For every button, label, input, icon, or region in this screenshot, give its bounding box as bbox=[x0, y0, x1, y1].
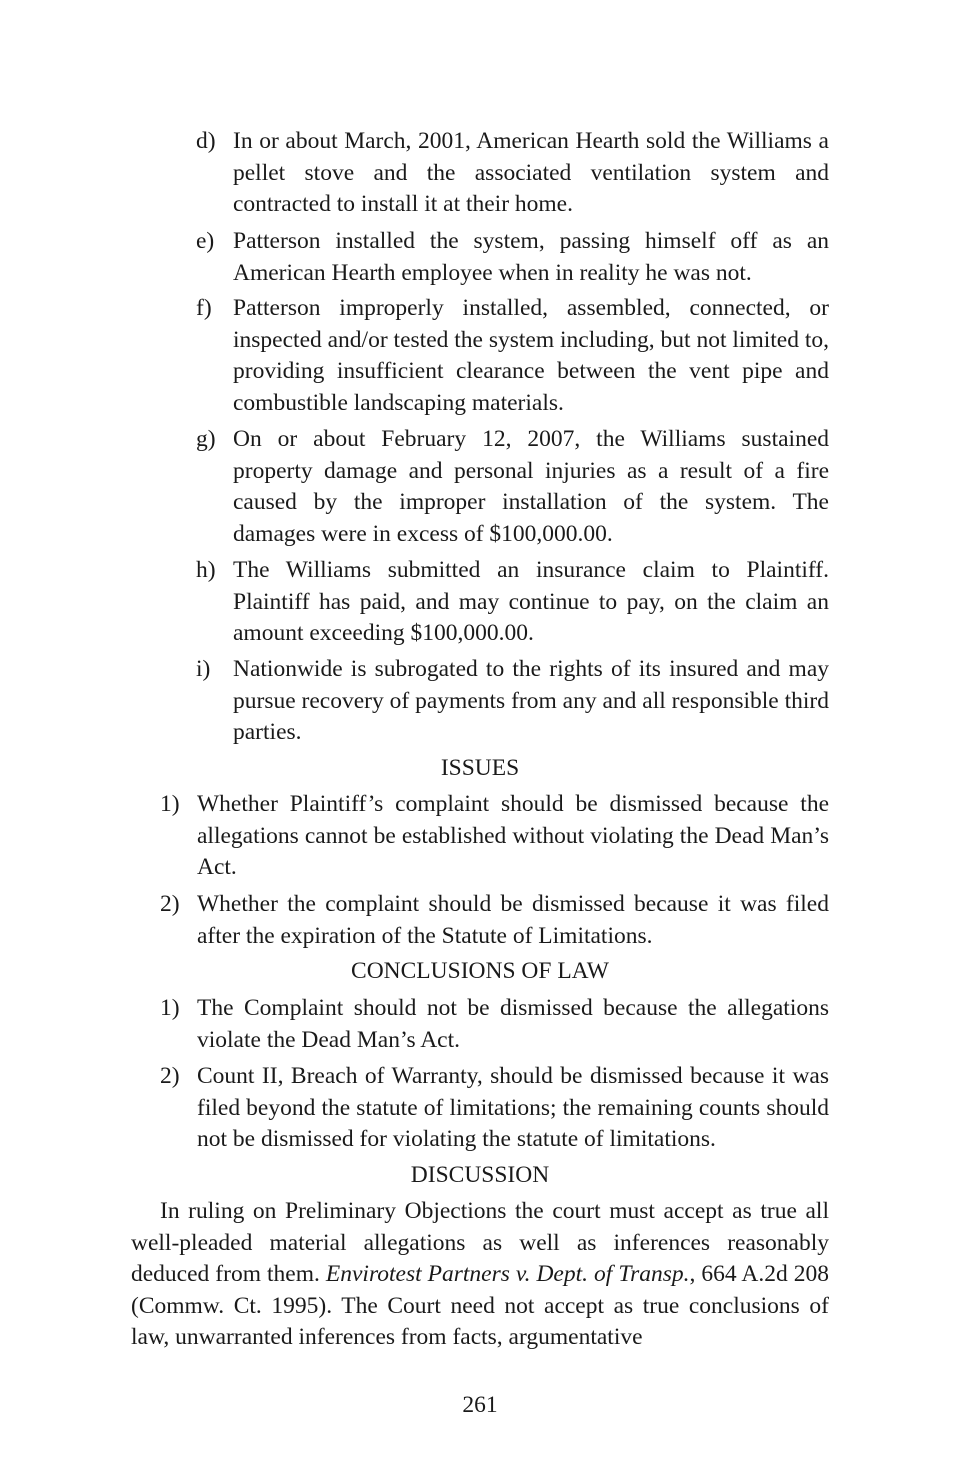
item-text: The Complaint should not be dismissed because the allegations violate the Dead Man’s Act. bbox=[197, 995, 829, 1053]
item-text: Whether Plaintiff’s complaint should be dismissed because the allegations cannot be established without violating the Dead Man’s Act. bbox=[197, 791, 829, 880]
item-text: The Williams submitted an insurance claim to Plaintiff. Plaintiff has paid, and may continue to pay, on the claim an amount exceeding $100,000.00. bbox=[233, 557, 829, 646]
item-label: 1) bbox=[160, 791, 180, 817]
item-label: d) bbox=[196, 128, 216, 154]
discussion-text: In ruling on Preliminary Objections the court must accept as true all well-pleaded material allegations as well as inferences reasonably deduced from them. bbox=[131, 1198, 829, 1287]
item-text: Patterson improperly installed, assembled, connected, or inspected and/or tested the system including, but not limited to, providing insufficient clearance between the vent pipe and combustible landscaping materials. bbox=[233, 295, 829, 416]
case-citation: Envirotest Partners v. Dept. of Transp. bbox=[325, 1261, 690, 1287]
item-label: e) bbox=[196, 228, 215, 254]
list-item bbox=[160, 789, 829, 885]
discussion-paragraph bbox=[131, 1196, 829, 1354]
item-label: g) bbox=[196, 426, 216, 452]
item-text: Whether the complaint should be dismissed because it was filed after the expiration of the Statute of Limitations. bbox=[197, 891, 829, 949]
list-item bbox=[160, 1061, 829, 1157]
list-item bbox=[160, 993, 829, 1057]
list-item bbox=[160, 889, 829, 953]
item-text: Patterson installed the system, passing himself off as an American Hearth employee when in reality he was not. bbox=[233, 228, 829, 286]
item-label: 1) bbox=[160, 995, 180, 1021]
item-label: 2) bbox=[160, 1063, 180, 1089]
item-text: In or about March, 2001, American Hearth sold the Williams a pellet stove and the associated ventilation system and contracted to install it at their home. bbox=[233, 128, 829, 217]
page-number: 261 bbox=[462, 1392, 498, 1418]
item-label: f) bbox=[196, 295, 212, 321]
list-item bbox=[196, 424, 829, 552]
item-label: 2) bbox=[160, 891, 180, 917]
item-text: Nationwide is subrogated to the rights of its insured and may pursue recovery of payments from any and all responsible third parties. bbox=[233, 656, 829, 745]
list-item bbox=[196, 654, 829, 750]
list-item bbox=[196, 293, 829, 421]
item-label: h) bbox=[196, 557, 216, 583]
list-item bbox=[196, 126, 829, 222]
list-item bbox=[196, 226, 829, 290]
list-item bbox=[196, 555, 829, 651]
item-text: Count II, Breach of Warranty, should be dismissed because it was filed beyond the statute of limitations; the remaining counts should not be dismissed for violating the statute of limitations. bbox=[197, 1063, 829, 1152]
issues-heading: ISSUES bbox=[440, 755, 520, 781]
discussion-text-continued: , 664 A.2d 208 (Commw. Ct. 1995). The Court need not accept as true conclusions of law, unwarranted inferences from facts, argumentative bbox=[131, 1261, 829, 1350]
conclusions-heading: CONCLUSIONS OF LAW bbox=[351, 958, 609, 984]
item-label: i) bbox=[196, 656, 211, 682]
item-text: On or about February 12, 2007, the Williams sustained property damage and personal injuries as a result of a fire caused by the improper installation of the system. The damages were in excess of $100,000.00. bbox=[233, 426, 829, 547]
discussion-heading: DISCUSSION bbox=[410, 1162, 550, 1188]
